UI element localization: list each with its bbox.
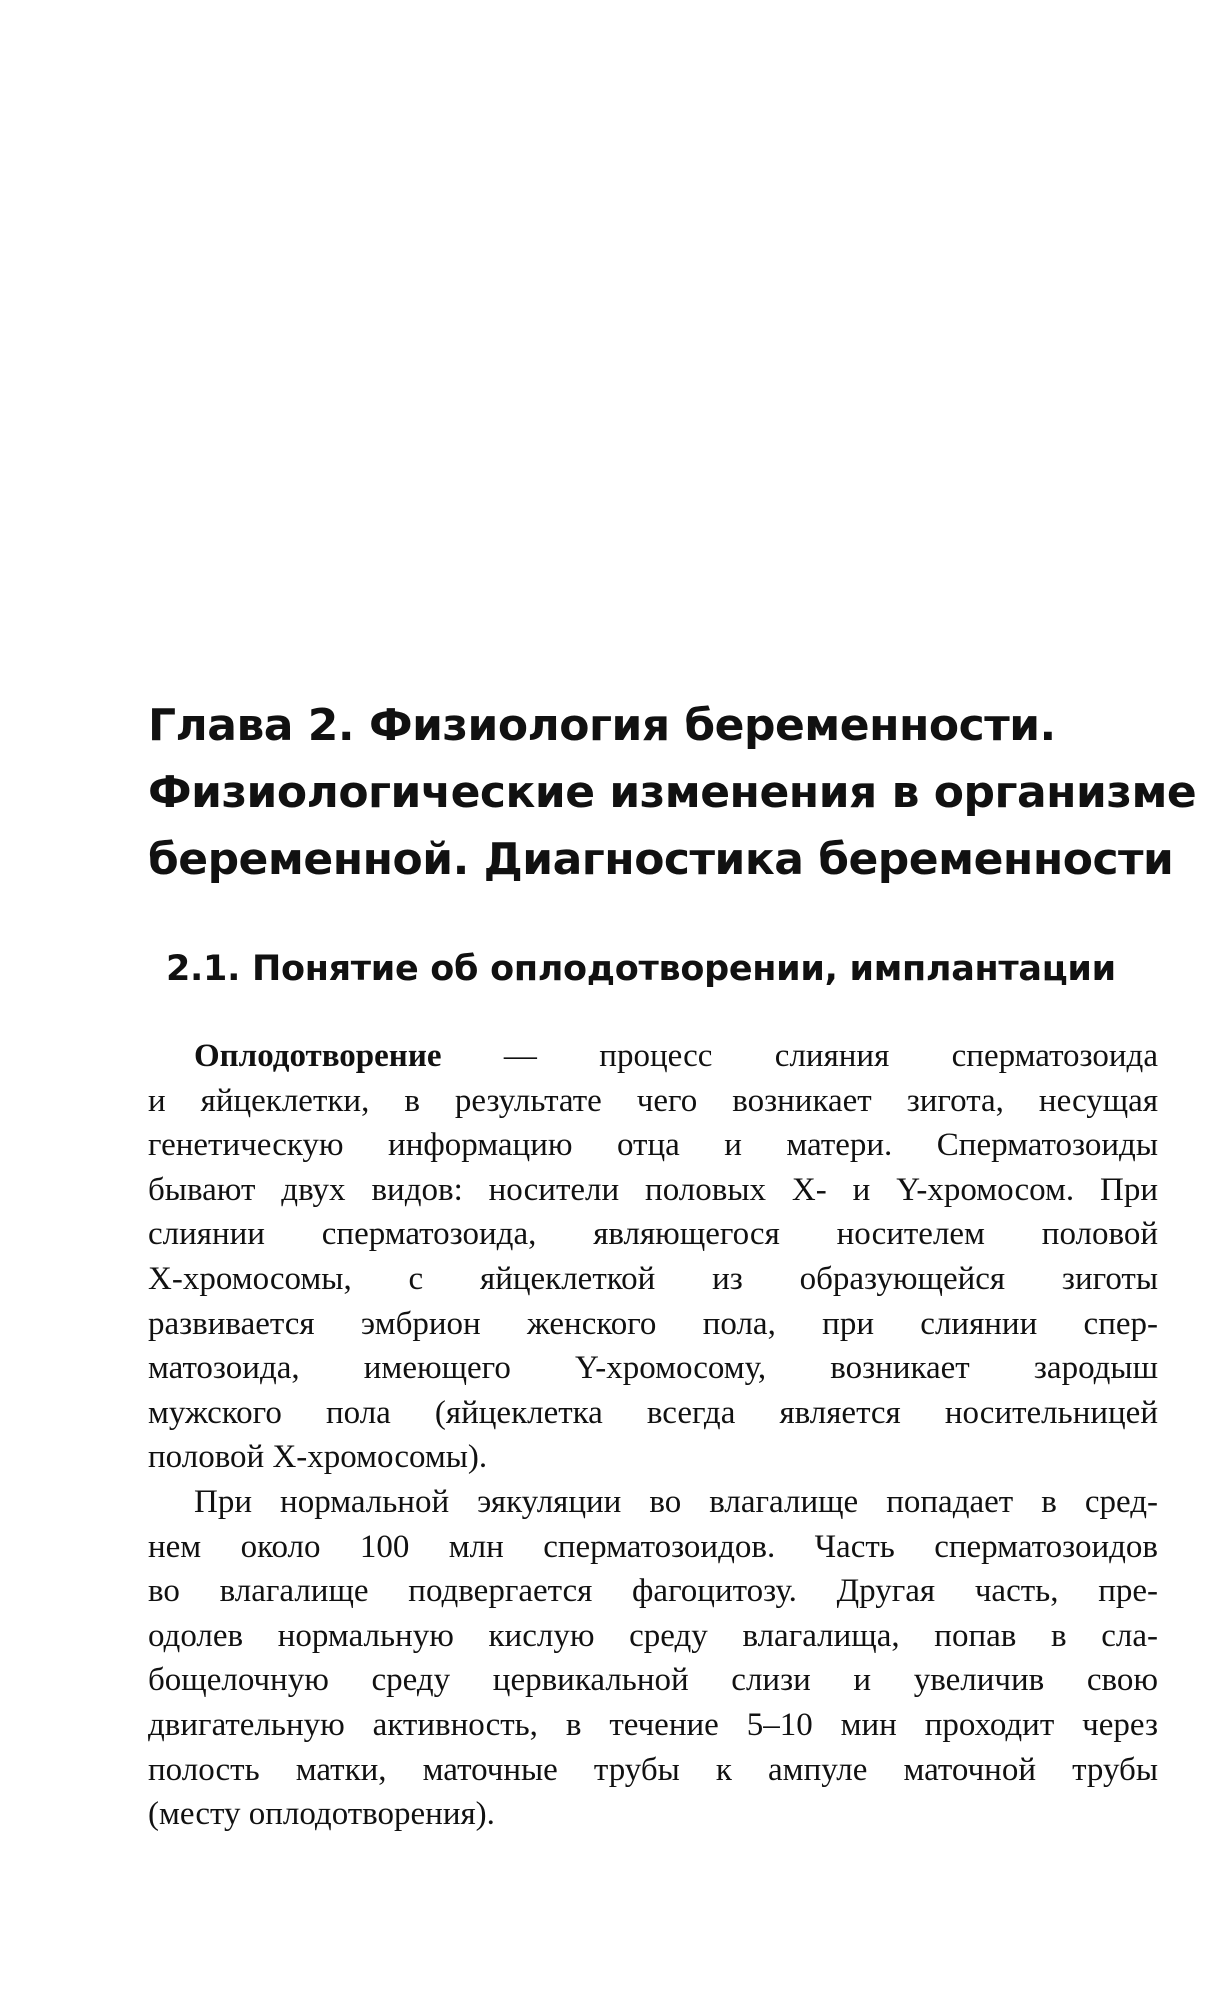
text-line: (месту оплодотворения). xyxy=(148,1796,495,1833)
text-line: бощелочную среду цервикальной слизи и увеличив свою xyxy=(148,1662,1158,1699)
section-title: 2.1. Понятие об оплодотворении, имплантации xyxy=(166,949,1116,989)
paragraph-fertilization-definition xyxy=(148,1034,1158,1480)
chapter-title-line: беременной. Диагностика беременности xyxy=(148,834,1174,885)
text-line: При нормальной эякуляции во влагалище попадает в сред- xyxy=(194,1483,1158,1520)
text-line: бывают двух видов: носители половых X- и Y-хромосом. При xyxy=(148,1171,1158,1208)
paragraph-ejaculation xyxy=(148,1480,1158,1837)
text-line: мужского пола (яйцеклетка всегда является носительницей xyxy=(148,1394,1158,1431)
text-line: во влагалище подвергается фагоцитозу. Другая часть, пре- xyxy=(148,1573,1158,1610)
book-page xyxy=(148,0,1197,2000)
text-line: и яйцеклетки, в результате чего возникает зигота, несущая xyxy=(148,1082,1158,1119)
text-line: двигательную активность, в течение 5–10 мин проходит через xyxy=(148,1706,1158,1743)
text-line-rest: — процесс слияния сперматозоида xyxy=(441,1038,1158,1074)
text-line: половой X-хромосомы). xyxy=(148,1439,488,1476)
text-line: полость матки, маточные трубы к ампуле маточной трубы xyxy=(148,1751,1158,1788)
text-line: одолев нормальную кислую среду влагалища, попав в сла- xyxy=(148,1617,1158,1654)
text-line: нем около 100 млн сперматозоидов. Часть сперматозоидов xyxy=(148,1528,1158,1565)
chapter-title-line: Физиологические изменения в организме xyxy=(148,767,1197,818)
text-line xyxy=(148,1034,1158,1079)
chapter-title-line: Глава 2. Физиология беременности. xyxy=(148,700,1056,751)
text-line: матозоида, имеющего Y-хромосому, возникает зародыш xyxy=(148,1350,1158,1387)
text-line: развивается эмбрион женского пола, при слиянии спер- xyxy=(148,1305,1158,1342)
body-text xyxy=(148,1034,1158,1837)
text-line: генетическую информацию отца и матери. Сперматозоиды xyxy=(148,1127,1158,1164)
text-line: X-хромосомы, с яйцеклеткой из образующейся зиготы xyxy=(148,1260,1158,1297)
text-line: слиянии сперматозоида, являющегося носителем половой xyxy=(148,1216,1158,1253)
chapter-title xyxy=(148,692,1197,893)
term-fertilization: Оплодотворение xyxy=(194,1038,442,1074)
